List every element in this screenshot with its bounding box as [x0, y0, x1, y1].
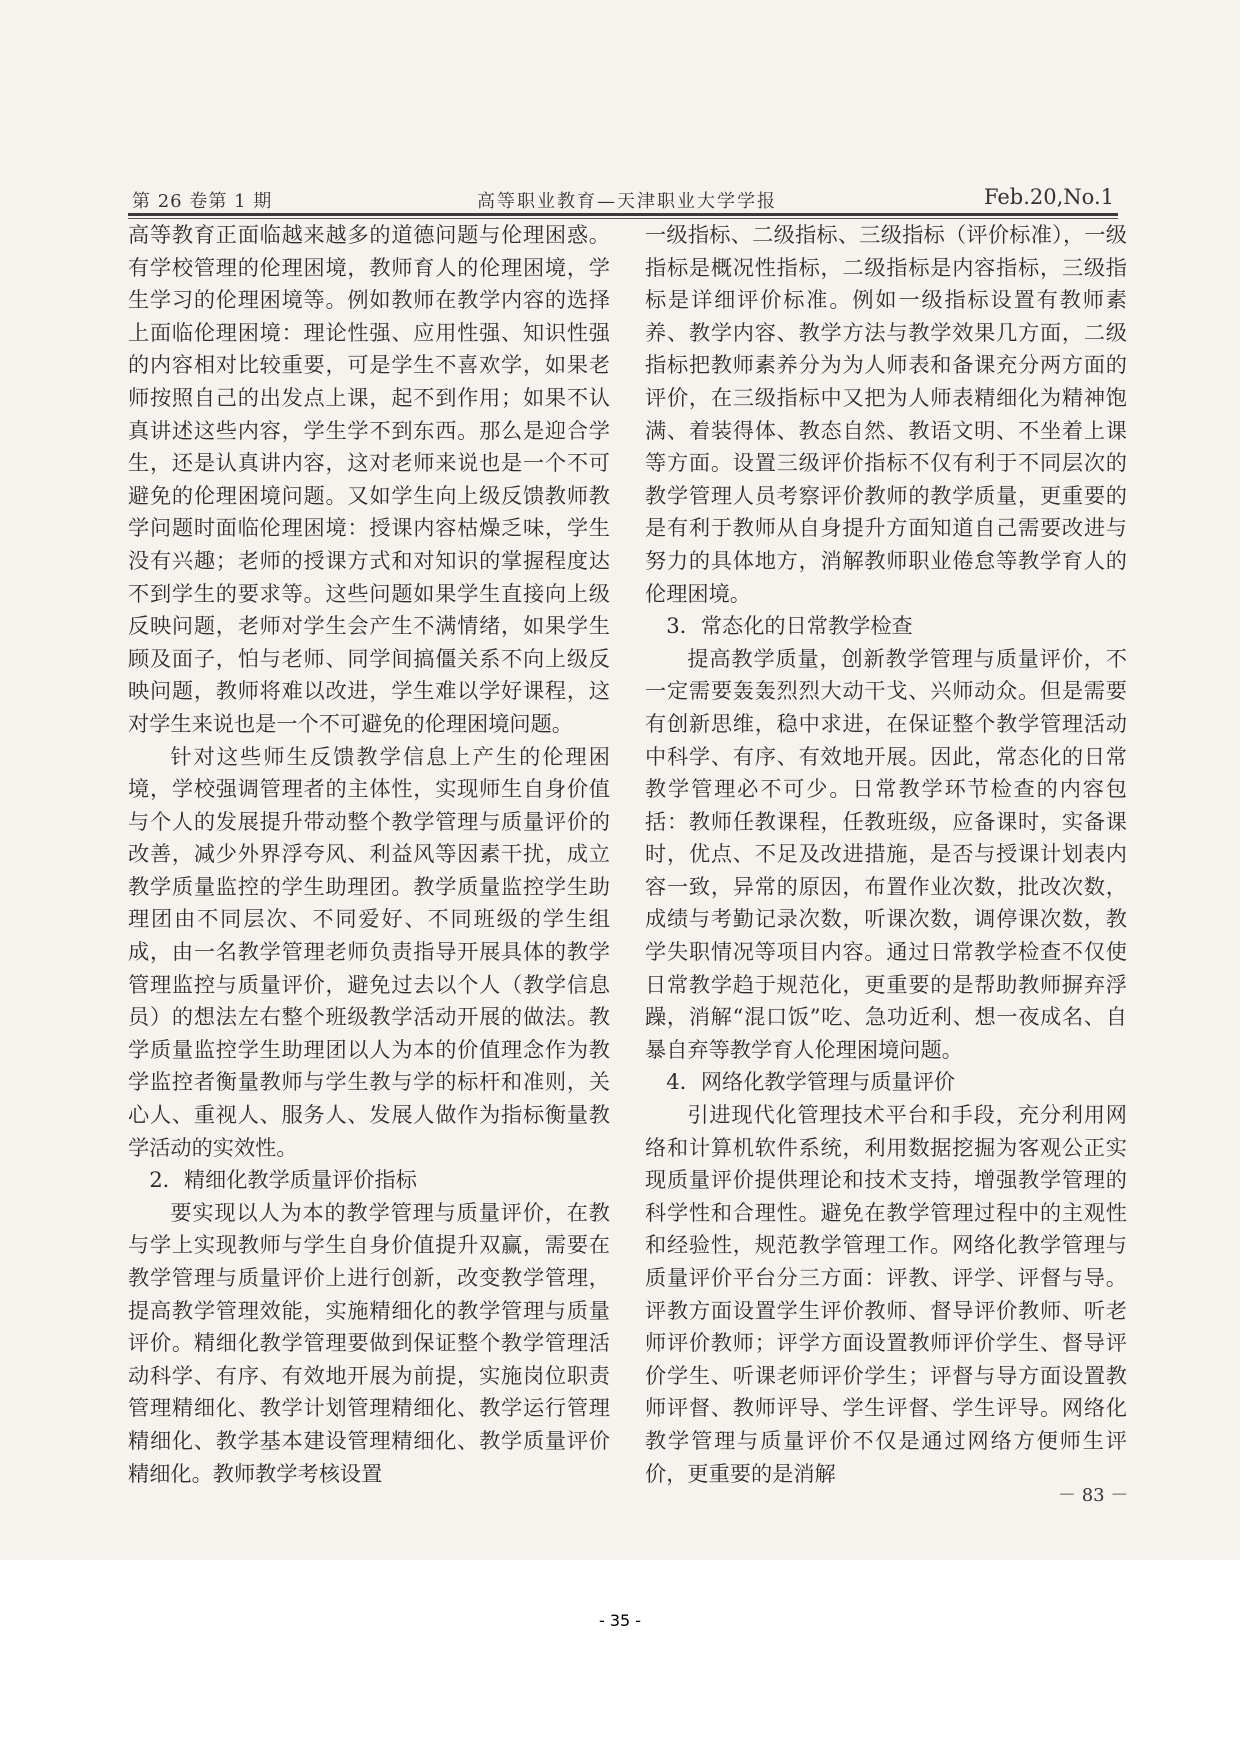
header-volume: 第 26 卷第 1 期 [132, 191, 273, 212]
right-column [645, 219, 1127, 1490]
header-issue: Feb.20,No.1 [983, 185, 1114, 209]
document-page-footer: - 35 - [598, 1611, 642, 1630]
paragraph: 一级指标、二级指标、三级指标（评价标准），一级指标是概况性指标，二级指标是内容指标，三级指标是详细评价标准。例如一级指标设置有教师素养、教学内容、教学方法与教学效果几方面，二级指标把教师素养分为为人师表和备课充分两方面的评价，在三级指标中又把为人师表精细化为精神饱满、着装得体、教态自然、教语文明、不坐着上课等方面。设置三级评价指标不仅有利于不同层次的教学管理人员考察评价教师的教学质量，更重要的是有利于教师从自身提升方面知道自己需要改进与努力的具体地方，消解教师职业倦怠等教学育人的伦理困境。 [645, 222, 1127, 606]
paragraph: 针对这些师生反馈教学信息上产生的伦理困境，学校强调管理者的主体性，实现师生自身价值与个人的发展提升带动整个教学管理与质量评价的改善，减少外界浮夸风、利益风等因素干扰，成立教学质量监控的学生助理团。教学质量监控学生助理团由不同层次、不同爱好、不同班级的学生组成，由一名教学管理老师负责指导开展具体的教学管理监控与质量评价，避免过去以个人（教学信息员）的想法左右整个班级教学活动开展的做法。教学质量监控学生助理团以人为本的价值理念作为教学监控者衡量教师与学生教与学的标杆和准则，关心人、重视人、服务人、发展人做作为指标衡量教学活动的实效性。 [128, 743, 610, 1160]
running-header [132, 185, 1122, 215]
journal-page-number: － 83 － [1058, 1485, 1129, 1506]
section-heading: 2．精细化教学质量评价指标 [149, 1167, 417, 1193]
paragraph: 引进现代化管理技术平台和手段，充分利用网络和计算机软件系统，利用数据挖掘为客观公正实现质量评价提供理论和技术支持，增强教学管理的科学性和合理性。避免在教学管理过程中的主观性和经验性，规范教学管理工作。网络化教学管理与质量评价平台分三方面：评教、评学、评督与导。评教方面设置学生评价教师、督导评价教师、听老师评价教师；评学方面设置教师评价学生、督导评价学生、听课老师评价学生；评督与导方面设置教师评督、教师评导、学生评督、学生评导。网络化教学管理与质量评价不仅是通过网络方便师生评价，更重要的是消解 [645, 1102, 1127, 1486]
section-heading: 4．网络化教学管理与质量评价 [666, 1069, 956, 1095]
left-column [128, 219, 610, 1490]
paragraph: 提高教学质量，创新教学管理与质量评价，不一定需要轰轰烈烈大动干戈、兴师动众。但是需要有创新思维，稳中求进，在保证整个教学管理活动中科学、有序、有效地开展。因此，常态化的日常教学管理必不可少。日常教学环节检查的内容包括：教师任教课程，任教班级，应备课时，实备课时，优点、不足及改进措施，是否与授课计划表内容一致，异常的原因，布置作业次数，批改次数，成绩与考勤记录次数，听课次数，调停课次数，教学失职情况等项目内容。通过日常教学检查不仅使日常教学趋于规范化，更重要的是帮助教师摒弃浮躁，消解“混口饭”吃、急功近利、想一夜成名、自暴自弃等教学育人伦理困境问题。 [645, 645, 1127, 1062]
section-heading: 3．常态化的日常教学检查 [666, 613, 913, 639]
header-journal: 高等职业教育—天津职业大学学报 [477, 191, 777, 212]
paragraph: 高等教育正面临越来越多的道德问题与伦理困惑。有学校管理的伦理困境，教师育人的伦理困境，学生学习的伦理困境等。例如教师在教学内容的选择上面临伦理困境：理论性强、应用性强、知识性强的内容相对比较重要，可是学生不喜欢学，如果老师按照自己的出发点上课，起不到作用；如果不认真讲述这些内容，学生学不到东西。那么是迎合学生，还是认真讲内容，这对老师来说也是一个不可避免的伦理困境问题。又如学生向上级反馈教师教学问题时面临伦理困境：授课内容枯燥乏味，学生没有兴趣；老师的授课方式和对知识的掌握程度达不到学生的要求等。这些问题如果学生直接向上级反映问题，老师对学生会产生不满情绪，如果学生顾及面子，怕与老师、同学间搞僵关系不向上级反映问题，教师将难以改进，学生难以学好课程，这对学生来说也是一个不可避免的伦理困境问题。 [128, 222, 610, 736]
header-rule-thick [128, 213, 1118, 216]
paragraph: 要实现以人为本的教学管理与质量评价，在教与学上实现教师与学生自身价值提升双赢，需要在教学管理与质量评价上进行创新，改变教学管理，提高教学管理效能，实施精细化的教学管理与质量评价。精细化教学管理要做到保证整个教学管理活动科学、有序、有效地开展为前提，实施岗位职责管理精细化、教学计划管理精细化、教学运行管理精细化、教学基本建设管理精细化、教学质量评价精细化。教师教学考核设置 [128, 1199, 610, 1486]
